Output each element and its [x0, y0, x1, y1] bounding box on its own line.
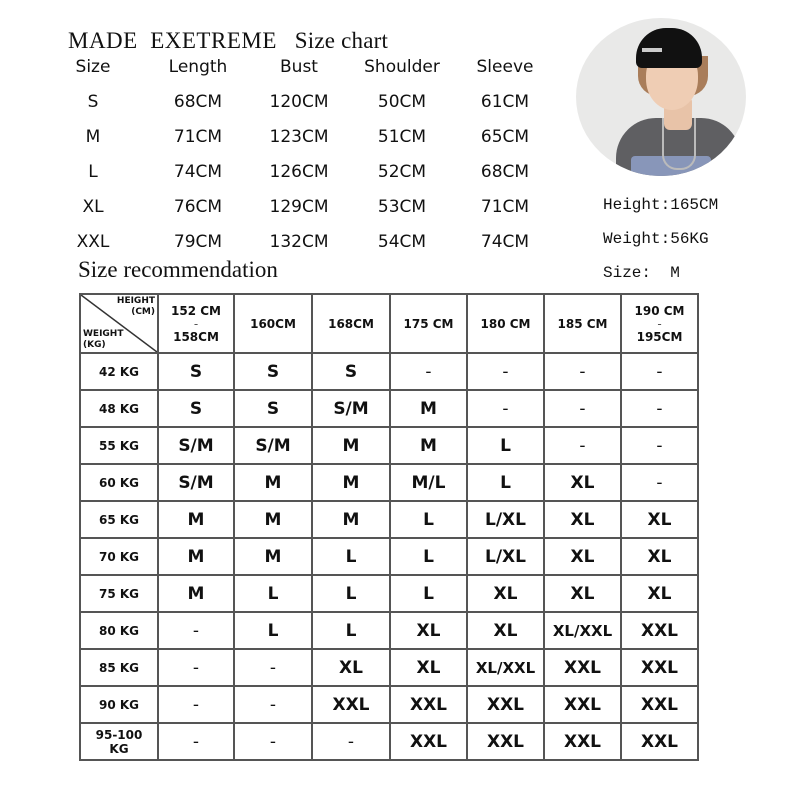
model-weight: Weight:56KG — [603, 230, 709, 248]
measurement-cell: 68CM — [480, 162, 530, 182]
measurement-cell: 123CM — [269, 127, 329, 147]
recommended-size-cell: L — [234, 612, 312, 649]
recommended-size-cell: M — [234, 464, 312, 501]
measurement-cell: 74CM — [480, 232, 530, 252]
height-header — [544, 294, 621, 353]
recommended-size-cell: - — [467, 353, 544, 390]
weight-axis-unit: (KG) — [83, 340, 106, 350]
height-header-line1: 160CM — [250, 316, 296, 331]
recommended-size-cell: S/M — [234, 427, 312, 464]
measurement-cell: 74CM — [173, 162, 223, 182]
height-header — [312, 294, 390, 353]
weight-label: 48 KG — [80, 390, 158, 427]
recommended-size-cell: - — [544, 390, 621, 427]
height-header-line1: 180 CM — [480, 316, 531, 331]
recommended-size-cell: - — [234, 723, 312, 760]
weight-label: 55 KG — [80, 427, 158, 464]
table-row — [80, 538, 698, 575]
recommended-size-cell: XXL — [621, 649, 698, 686]
measurement-cell: 65CM — [480, 127, 530, 147]
measurement-cell: 61CM — [480, 92, 530, 112]
recommended-size-cell: L — [312, 612, 390, 649]
column-header: Shoulder — [364, 57, 440, 77]
recommended-size-cell: L/XL — [467, 501, 544, 538]
measurement-cell: 79CM — [173, 232, 223, 252]
recommended-size-cell: XXL — [621, 612, 698, 649]
recommended-size-cell: XXL — [544, 649, 621, 686]
header-row — [80, 294, 698, 353]
measurement-cell: 54CM — [377, 232, 427, 252]
recommended-size-cell: XXL — [544, 686, 621, 723]
recommended-size-cell: XL/XXL — [544, 612, 621, 649]
table-row — [80, 575, 698, 612]
recommended-size-cell: S — [234, 353, 312, 390]
table-row — [80, 464, 698, 501]
beanie-logo — [642, 48, 662, 52]
recommended-size-cell: M/L — [390, 464, 467, 501]
recommended-size-cell: M — [390, 390, 467, 427]
recommended-size-cell: S/M — [158, 464, 234, 501]
recommended-size-cell: M — [158, 501, 234, 538]
recommended-size-cell: XXL — [621, 723, 698, 760]
recommended-size-cell: XXL — [544, 723, 621, 760]
recommended-size-cell: L — [312, 538, 390, 575]
size-label: XXL — [76, 232, 110, 252]
model-photo — [576, 18, 746, 176]
page-title — [68, 28, 388, 54]
weight-label: 42 KG — [80, 353, 158, 390]
recommended-size-cell: S — [158, 390, 234, 427]
recommended-size-cell: L — [390, 501, 467, 538]
recommended-size-cell: - — [158, 612, 234, 649]
size-label: XL — [82, 197, 104, 217]
model-size: Size: M — [603, 264, 680, 282]
recommended-size-cell: - — [544, 353, 621, 390]
weight-label: 70 KG — [80, 538, 158, 575]
recommended-size-cell: - — [234, 686, 312, 723]
size-label: S — [87, 92, 99, 112]
measurement-cell: 51CM — [377, 127, 427, 147]
recommended-size-cell: S — [312, 353, 390, 390]
table-row — [80, 427, 698, 464]
recommended-size-cell: - — [621, 390, 698, 427]
recommended-size-cell: S/M — [158, 427, 234, 464]
recommended-size-cell: M — [312, 427, 390, 464]
recommended-size-cell: XL — [621, 501, 698, 538]
table-row — [80, 723, 698, 760]
size-label: L — [88, 162, 98, 182]
recommended-size-cell: XXL — [390, 686, 467, 723]
model-info — [603, 188, 718, 290]
recommended-size-cell: XL/XXL — [467, 649, 544, 686]
table-row — [80, 612, 698, 649]
corner-header — [80, 294, 158, 353]
column-header: Size — [75, 57, 111, 77]
recommended-size-cell: - — [234, 649, 312, 686]
weight-label: 90 KG — [80, 686, 158, 723]
measurement-cell: 53CM — [377, 197, 427, 217]
column-header: Length — [168, 57, 228, 77]
recommended-size-cell: L — [390, 538, 467, 575]
recommended-size-cell: M — [158, 538, 234, 575]
chart-title: Size chart — [294, 28, 389, 53]
size-label: M — [85, 127, 101, 147]
recommended-size-cell: XL — [390, 649, 467, 686]
measurement-cell: 132CM — [269, 232, 329, 252]
necklace-shape — [662, 118, 696, 170]
weight-label: 75 KG — [80, 575, 158, 612]
weight-label: 80 KG — [80, 612, 158, 649]
measurement-cell: 68CM — [173, 92, 223, 112]
recommended-size-cell: - — [312, 723, 390, 760]
recommended-size-cell: XXL — [467, 686, 544, 723]
recommended-size-cell: XXL — [390, 723, 467, 760]
recommended-size-cell: S — [158, 353, 234, 390]
recommended-size-cell: S — [234, 390, 312, 427]
recommended-size-cell: - — [158, 723, 234, 760]
recommended-size-cell: XL — [544, 538, 621, 575]
height-header-line1: 190 CM — [634, 303, 685, 318]
recommended-size-cell: M — [158, 575, 234, 612]
recommended-size-cell: M — [234, 538, 312, 575]
height-header — [390, 294, 467, 353]
table-row — [80, 390, 698, 427]
height-header — [621, 294, 698, 353]
size-recommendation-table — [79, 293, 699, 761]
measurement-cell: 52CM — [377, 162, 427, 182]
recommended-size-cell: L/XL — [467, 538, 544, 575]
recommended-size-cell: - — [621, 427, 698, 464]
recommendation-title: Size recommendation — [78, 257, 278, 282]
recommended-size-cell: - — [158, 649, 234, 686]
recommended-size-cell: - — [158, 686, 234, 723]
height-header — [234, 294, 312, 353]
recommended-size-cell: XL — [390, 612, 467, 649]
recommended-size-cell: XXL — [467, 723, 544, 760]
measurement-cell: 71CM — [173, 127, 223, 147]
recommended-size-cell: XL — [544, 501, 621, 538]
recommended-size-cell: - — [621, 353, 698, 390]
table-row — [80, 353, 698, 390]
height-header-line3: 195CM — [636, 329, 683, 344]
height-header-line1: 185 CM — [557, 316, 608, 331]
weight-axis-label: WEIGHT — [83, 329, 124, 339]
recommended-size-cell: M — [312, 464, 390, 501]
recommended-size-cell: XL — [467, 612, 544, 649]
recommended-size-cell: - — [467, 390, 544, 427]
recommended-size-cell: L — [312, 575, 390, 612]
height-header-line1: 168CM — [328, 316, 374, 331]
table-row — [80, 649, 698, 686]
recommended-size-cell: XL — [467, 575, 544, 612]
recommended-size-cell: M — [234, 501, 312, 538]
measurement-cell: 76CM — [173, 197, 223, 217]
height-header-line2: - — [657, 316, 662, 331]
height-axis-unit: (CM) — [131, 307, 155, 317]
measurement-cell: 126CM — [269, 162, 329, 182]
recommended-size-cell: S/M — [312, 390, 390, 427]
recommended-size-cell: - — [390, 353, 467, 390]
measurement-cell: 120CM — [269, 92, 329, 112]
brand-name: MADE EXETREME — [68, 28, 277, 53]
model-height: Height:165CM — [603, 196, 719, 214]
column-header: Bust — [280, 57, 318, 77]
recommended-size-cell: XL — [621, 538, 698, 575]
height-header — [158, 294, 234, 353]
recommended-size-cell: XXL — [312, 686, 390, 723]
measurement-cell: 71CM — [480, 197, 530, 217]
height-header-line1: 152 CM — [171, 303, 221, 318]
recommended-size-cell: XL — [312, 649, 390, 686]
height-header-line2: - — [193, 316, 199, 331]
recommended-size-cell: XXL — [621, 686, 698, 723]
height-axis-label: HEIGHT — [116, 296, 155, 306]
height-header-line1: 175 CM — [403, 316, 454, 331]
recommended-size-cell: M — [312, 501, 390, 538]
recommended-size-cell: XL — [544, 464, 621, 501]
column-header: Sleeve — [476, 57, 534, 77]
weight-label: 95-100 KG — [80, 723, 158, 760]
recommended-size-cell: - — [621, 464, 698, 501]
recommended-size-cell: M — [390, 427, 467, 464]
recommended-size-cell: L — [234, 575, 312, 612]
height-header — [467, 294, 544, 353]
recommended-size-cell: L — [467, 427, 544, 464]
weight-label: 65 KG — [80, 501, 158, 538]
table-row — [80, 686, 698, 723]
recommended-size-cell: XL — [621, 575, 698, 612]
table-row — [80, 501, 698, 538]
weight-label: 60 KG — [80, 464, 158, 501]
recommended-size-cell: - — [544, 427, 621, 464]
recommended-size-cell: L — [390, 575, 467, 612]
weight-label: 85 KG — [80, 649, 158, 686]
measurement-cell: 129CM — [269, 197, 329, 217]
measurement-cell: 50CM — [377, 92, 427, 112]
height-header-line3: 158CM — [173, 329, 219, 344]
recommended-size-cell: XL — [544, 575, 621, 612]
recommended-size-cell: L — [467, 464, 544, 501]
